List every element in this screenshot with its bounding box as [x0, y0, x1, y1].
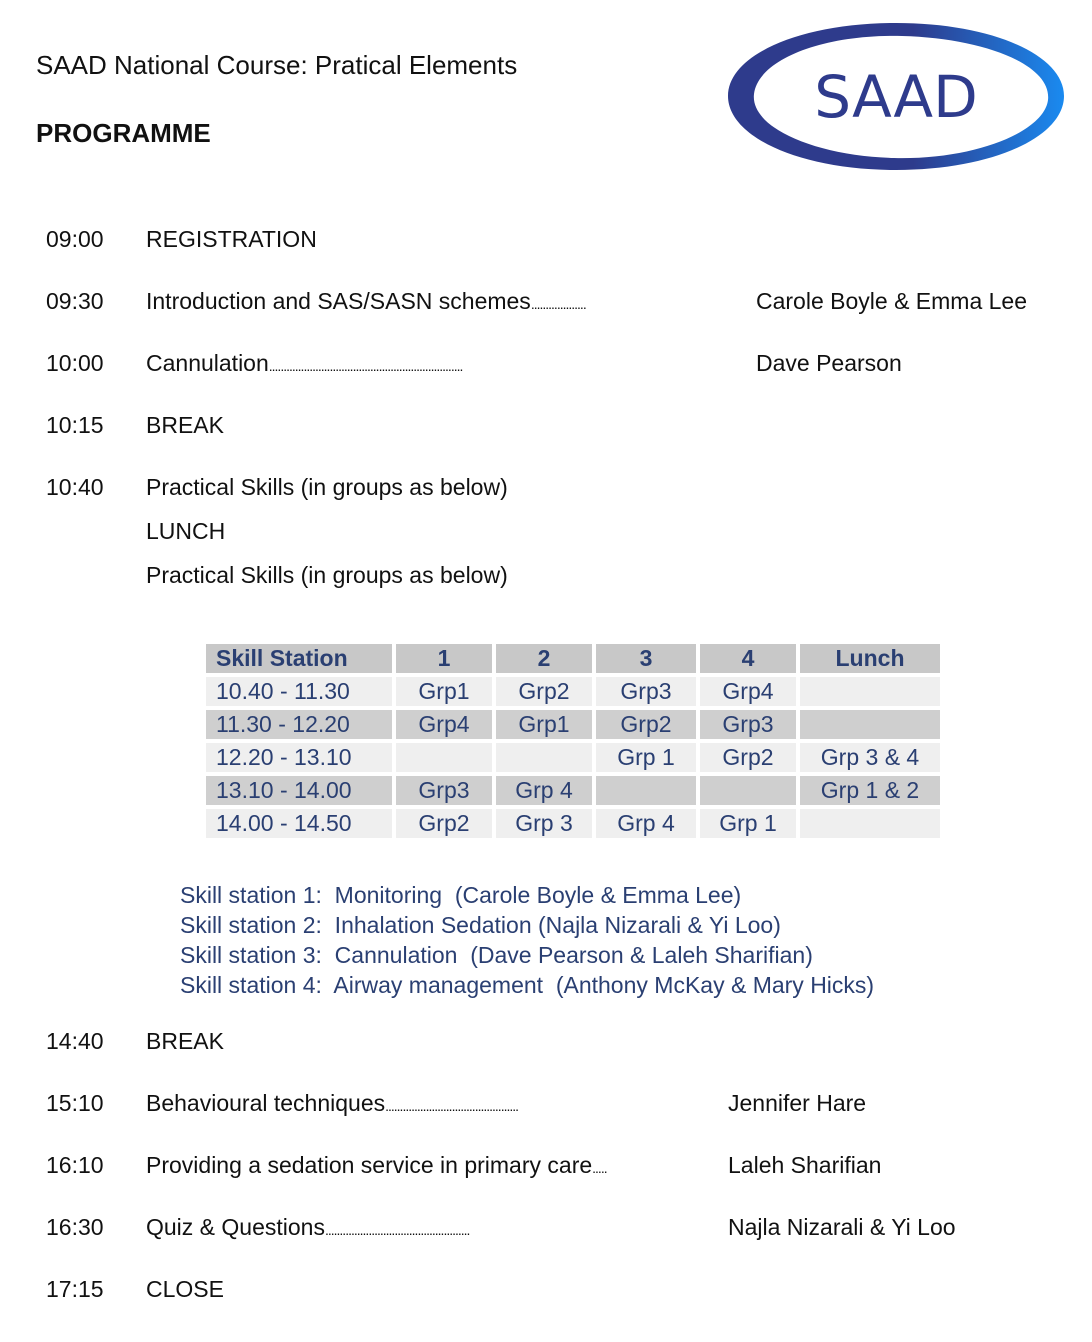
schedule-time: 16:30 — [46, 1214, 104, 1240]
table-cell: Grp 3 — [496, 809, 592, 838]
schedule-row — [0, 350, 1092, 384]
table-cell — [800, 809, 940, 838]
schedule-item — [146, 350, 462, 377]
schedule-speaker: Laleh Sharifian — [728, 1152, 882, 1178]
table-header-cell: Skill Station — [206, 644, 392, 673]
schedule-row — [0, 1152, 1092, 1186]
schedule-speaker: Carole Boyle & Emma Lee — [756, 288, 1028, 314]
schedule-item — [146, 518, 225, 545]
schedule-item — [146, 1090, 518, 1117]
table-cell: 10.40 - 11.30 — [206, 677, 392, 706]
schedule-item-label: BREAK — [146, 1028, 224, 1054]
table-cell: Grp3 — [396, 776, 492, 805]
skill-station-list — [180, 880, 874, 1000]
schedule-row — [0, 1276, 1092, 1310]
leader-dots: ................... — [530, 296, 586, 312]
schedule-item — [146, 562, 508, 589]
schedule-time: 17:15 — [46, 1276, 104, 1302]
table-cell: Grp4 — [700, 677, 796, 706]
table-header-cell: 1 — [396, 644, 492, 673]
table-cell: Grp1 — [496, 710, 592, 739]
table-cell: 11.30 - 12.20 — [206, 710, 392, 739]
schedule-item-label: Practical Skills (in groups as below) — [146, 562, 508, 588]
schedule-item — [146, 1152, 607, 1179]
schedule-item-label: Introduction and SAS/SASN schemes — [146, 288, 531, 314]
table-cell — [700, 776, 796, 805]
schedule-time: 10:15 — [46, 412, 104, 438]
schedule-item-label: Providing a sedation service in primary care — [146, 1152, 593, 1178]
schedule-row — [0, 412, 1092, 446]
schedule-item-label: BREAK — [146, 412, 224, 438]
table-cell: Grp 3 & 4 — [800, 743, 940, 772]
table-cell: Grp 1 — [700, 809, 796, 838]
table-row — [206, 776, 940, 805]
skill-station-line: Skill station 3: Cannulation (Dave Pearson & Laleh Sharifian) — [180, 942, 813, 968]
schedule-item-label: Behavioural techniques — [146, 1090, 386, 1116]
schedule-row — [0, 1214, 1092, 1248]
leader-dots: .................................................. — [324, 1222, 470, 1238]
skill-station-line: Skill station 4: Airway management (Anthony McKay & Mary Hicks) — [180, 972, 875, 998]
table-cell: Grp 4 — [496, 776, 592, 805]
schedule-item — [146, 1028, 224, 1055]
schedule-time: 15:10 — [46, 1090, 104, 1116]
table-cell: Grp2 — [700, 743, 796, 772]
schedule-speaker: Jennifer Hare — [728, 1090, 867, 1116]
table-header-cell: Lunch — [800, 644, 940, 673]
table-header-row — [206, 644, 940, 673]
schedule-row — [0, 474, 1092, 508]
schedule-item-label: Quiz & Questions — [146, 1214, 325, 1240]
schedule-time: 10:40 — [46, 474, 104, 500]
schedule-item — [146, 412, 224, 439]
table-row — [206, 809, 940, 838]
table-cell: Grp2 — [496, 677, 592, 706]
table-header-cell: 4 — [700, 644, 796, 673]
table-header-cell: 2 — [496, 644, 592, 673]
leader-dots: .............................................. — [385, 1098, 519, 1114]
table-cell — [596, 776, 696, 805]
table-row — [206, 677, 940, 706]
table-cell: 12.20 - 13.10 — [206, 743, 392, 772]
schedule-item — [146, 1276, 224, 1303]
schedule-item-label: Cannulation — [146, 350, 269, 376]
schedule-time: 10:00 — [46, 350, 104, 376]
table-cell: Grp1 — [396, 677, 492, 706]
table-row — [206, 710, 940, 739]
schedule-time: 14:40 — [46, 1028, 104, 1054]
schedule-row — [0, 1090, 1092, 1124]
leader-dots: ..... — [592, 1160, 607, 1176]
table-cell: 14.00 - 14.50 — [206, 809, 392, 838]
schedule-time: 09:00 — [46, 226, 104, 252]
table-cell: Grp4 — [396, 710, 492, 739]
page-title: SAAD National Course: Pratical Elements — [36, 50, 518, 80]
table-cell: Grp 1 & 2 — [800, 776, 940, 805]
schedule-item-label: Practical Skills (in groups as below) — [146, 474, 508, 500]
table-cell — [496, 743, 592, 772]
schedule-speaker: Dave Pearson — [756, 350, 902, 376]
schedule-speaker: Najla Nizarali & Yi Loo — [728, 1214, 956, 1240]
schedule-row — [0, 1028, 1092, 1062]
skill-station-line: Skill station 2: Inhalation Sedation (Najla Nizarali & Yi Loo) — [180, 912, 781, 938]
leader-dots: ................................................................... — [268, 358, 463, 374]
saad-logo — [724, 20, 1068, 172]
table-cell: Grp 1 — [596, 743, 696, 772]
table-cell: Grp3 — [596, 677, 696, 706]
schedule-item — [146, 1214, 469, 1241]
schedule-row — [0, 562, 1092, 596]
table-cell — [800, 677, 940, 706]
table-header-cell: 3 — [596, 644, 696, 673]
schedule-item — [146, 288, 586, 315]
schedule-time: 16:10 — [46, 1152, 104, 1178]
table-cell: Grp 4 — [596, 809, 696, 838]
programme-heading: PROGRAMME — [36, 118, 211, 148]
schedule-item — [146, 474, 508, 501]
table-cell: Grp3 — [700, 710, 796, 739]
schedule-time: 09:30 — [46, 288, 104, 314]
schedule-item-label: LUNCH — [146, 518, 226, 544]
table-cell: Grp2 — [396, 809, 492, 838]
schedule-row — [0, 288, 1092, 322]
schedule-row — [0, 226, 1092, 260]
logo-text: SAAD — [814, 63, 978, 131]
schedule-item-label: CLOSE — [146, 1276, 224, 1302]
table-cell: Grp2 — [596, 710, 696, 739]
schedule-item — [146, 226, 317, 253]
table-cell — [396, 743, 492, 772]
table-cell: 13.10 - 14.00 — [206, 776, 392, 805]
table-cell — [800, 710, 940, 739]
schedule-item-label: REGISTRATION — [146, 226, 317, 252]
skill-station-table — [202, 640, 944, 842]
schedule-row — [0, 518, 1092, 552]
skill-station-line: Skill station 1: Monitoring (Carole Boyle & Emma Lee) — [180, 882, 742, 908]
table-row — [206, 743, 940, 772]
